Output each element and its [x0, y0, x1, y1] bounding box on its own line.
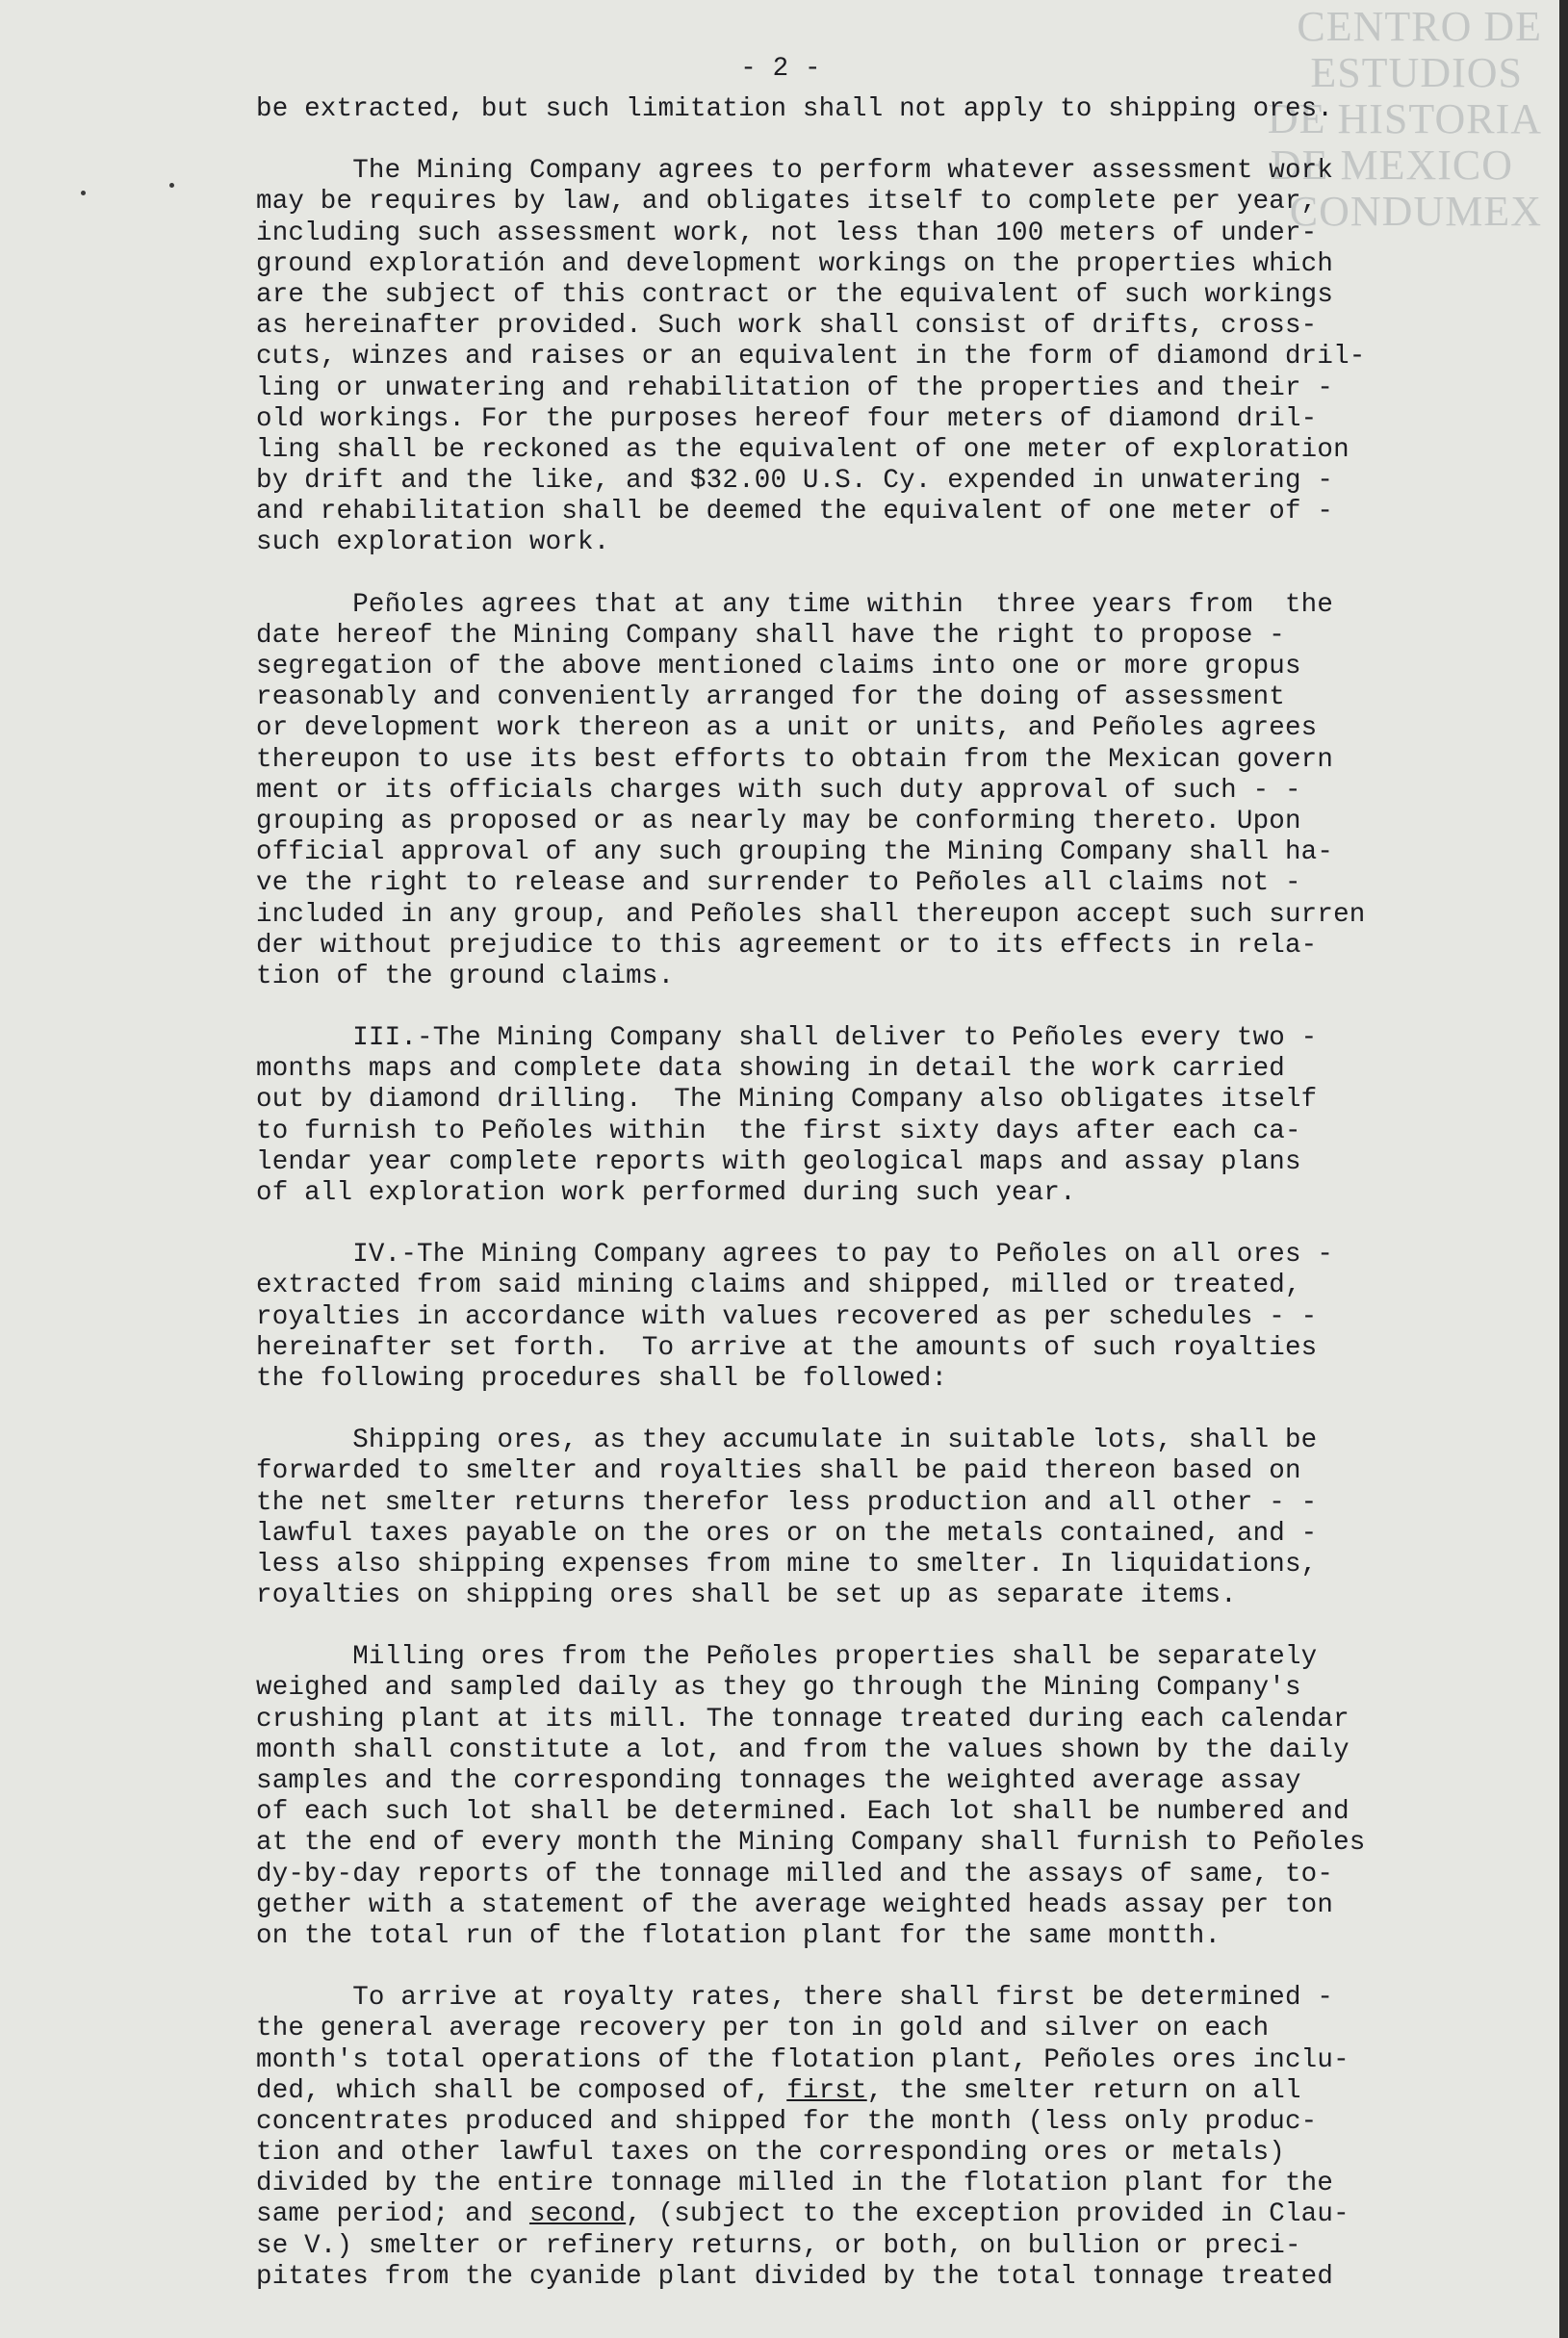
- text-line: of all exploration work performed during such year.: [256, 1178, 1076, 1208]
- text-line: month shall constitute a lot, and from the values shown by the daily: [256, 1734, 1350, 1765]
- text-line: lendar year complete reports with geological maps and assay plans: [256, 1146, 1301, 1177]
- text-line: the net smelter returns therefor less production and all other - -: [256, 1487, 1318, 1518]
- text-line: forwarded to smelter and royalties shall be paid thereon based on: [256, 1456, 1301, 1487]
- text-line: tion of the ground claims.: [256, 961, 675, 991]
- paragraph-gap: [256, 1395, 1527, 1426]
- text-line: the following procedures shall be followed:: [256, 1363, 948, 1394]
- paragraph-gap: [256, 992, 1527, 1023]
- text-line: pitates from the cyanide plant divided by the total tonnage treated: [256, 2261, 1334, 2292]
- text-line: gether with a statement of the average weighted heads assay per ton: [256, 1889, 1334, 1920]
- text-line: reasonably and conveniently arranged for the doing of assessment: [256, 682, 1285, 713]
- text-line: date hereof the Mining Company shall have the right to propose -: [256, 620, 1285, 651]
- text-line: To arrive at royalty rates, there shall first be determined -: [256, 1983, 1334, 2014]
- text-line: out by diamond drilling. The Mining Company also obligates itself: [256, 1085, 1318, 1116]
- text-line: se V.) smelter or refinery returns, or both, on bullion or preci-: [256, 2230, 1301, 2261]
- text-line: ling shall be reckoned as the equivalent of one meter of exploration: [256, 434, 1350, 465]
- text-line: tion and other lawful taxes on the corresponding ores or metals): [256, 2138, 1285, 2169]
- paragraph: [256, 590, 1527, 992]
- text-line: such exploration work.: [256, 527, 610, 558]
- paragraph-gap: [256, 559, 1527, 590]
- text-line: ling or unwatering and rehabilitation of the properties and their -: [256, 373, 1334, 403]
- text-line: or development work thereon as a unit or units, and Peñoles agrees: [256, 713, 1318, 744]
- text-line: Milling ores from the Peñoles properties shall be separately: [256, 1642, 1318, 1673]
- text-line: official approval of any such grouping the Mining Company shall ha-: [256, 837, 1334, 868]
- text-line: as hereinafter provided. Such work shall consist of drifts, cross-: [256, 311, 1318, 342]
- text-line: same period; and second, (subject to the exception provided in Clau-: [256, 2199, 1350, 2230]
- text-line: the general average recovery per ton in gold and silver on each: [256, 2014, 1270, 2044]
- text-line: included in any group, and Peñoles shall thereupon accept such surren: [256, 899, 1366, 930]
- text-line: ment or its officials charges with such duty approval of such - -: [256, 775, 1301, 806]
- paragraph: [256, 1983, 1527, 2293]
- margin-mark-dot: [81, 191, 86, 195]
- document-body: [256, 54, 1527, 2293]
- text-line: weighed and sampled daily as they go through the Mining Company's: [256, 1673, 1301, 1704]
- scan-edge: [1559, 0, 1568, 2338]
- paragraph: [256, 156, 1527, 558]
- paragraph: [256, 94, 1527, 125]
- page-number: - 2 -: [740, 54, 821, 84]
- text-line: thereupon to use its best efforts to obtain from the Mexican govern: [256, 744, 1334, 775]
- paragraph-gap: [256, 1952, 1527, 1983]
- text-line: on the total run of the flotation plant for the same montth.: [256, 1920, 1221, 1951]
- text-line: The Mining Company agrees to perform whatever assessment work: [256, 156, 1334, 187]
- text-line: ded, which shall be composed of, first, the smelter return on all: [256, 2075, 1301, 2106]
- text-line: divided by the entire tonnage milled in the flotation plant for the: [256, 2169, 1334, 2199]
- text-line: grouping as proposed or as nearly may be conforming thereto. Upon: [256, 806, 1301, 836]
- text-line: lawful taxes payable on the ores or on the metals contained, and -: [256, 1518, 1318, 1549]
- text-line: hereinafter set forth. To arrive at the amounts of such royalties: [256, 1332, 1318, 1363]
- text-line: royalties in accordance with values recovered as per schedules - -: [256, 1301, 1318, 1332]
- paragraph-gap: [256, 1209, 1527, 1240]
- margin-mark-dot: [169, 183, 174, 188]
- text-line: IV.-The Mining Company agrees to pay to Peñoles on all ores -: [256, 1240, 1334, 1271]
- paragraph: [256, 1642, 1527, 1952]
- watermark-line: CONDUMEX: [1289, 188, 1542, 235]
- text-line: by drift and the like, and $32.00 U.S. Cy. expended in unwatering -: [256, 466, 1334, 497]
- watermark-line: DE HISTORIA: [1267, 95, 1542, 142]
- watermark-line: CENTRO DE: [1297, 3, 1542, 50]
- text-line: III.-The Mining Company shall deliver to Peñoles every two -: [256, 1023, 1318, 1054]
- text-line: ground exploratión and development workings on the properties which: [256, 248, 1334, 279]
- paragraph-list: [256, 94, 1527, 2293]
- text-line: cuts, winzes and raises or an equivalent in the form of diamond dril-: [256, 342, 1366, 373]
- text-line: segregation of the above mentioned claims into one or more gropus: [256, 652, 1301, 681]
- watermark-line: ESTUDIOS: [1310, 49, 1523, 96]
- text-line: royalties on shipping ores shall be set up as separate items.: [256, 1580, 1237, 1611]
- text-line: month's total operations of the flotation plant, Peñoles ores inclu-: [256, 2044, 1350, 2075]
- text-line: be extracted, but such limitation shall not apply to shipping ores.: [256, 94, 1334, 124]
- text-line: at the end of every month the Mining Company shall furnish to Peñoles: [256, 1828, 1366, 1859]
- watermark-line: DE MEXICO: [1270, 141, 1513, 189]
- text-line: less also shipping expenses from mine to smelter. In liquidations,: [256, 1549, 1318, 1580]
- text-line: extracted from said mining claims and shipped, milled or treated,: [256, 1271, 1301, 1301]
- paragraph: [256, 1240, 1527, 1395]
- text-line: are the subject of this contract or the equivalent of such workings: [256, 279, 1334, 310]
- text-line: dy-by-day reports of the tonnage milled and the assays of same, to-: [256, 1859, 1334, 1889]
- text-line: to furnish to Peñoles within the first sixty days after each ca-: [256, 1116, 1301, 1146]
- text-line: old workings. For the purposes hereof four meters of diamond dril-: [256, 403, 1318, 434]
- text-line: of each such lot shall be determined. Each lot shall be numbered and: [256, 1797, 1350, 1828]
- text-line: der without prejudice to this agreement or to its effects in rela-: [256, 930, 1318, 961]
- text-line: samples and the corresponding tonnages the weighted average assay: [256, 1766, 1301, 1796]
- text-line: including such assessment work, not less than 100 meters of under-: [256, 218, 1318, 248]
- paragraph-gap: [256, 1611, 1527, 1642]
- text-line: Shipping ores, as they accumulate in suitable lots, shall be: [256, 1426, 1318, 1456]
- text-line: concentrates produced and shipped for the month (less only produc-: [256, 2106, 1318, 2137]
- text-line: ve the right to release and surrender to Peñoles all claims not -: [256, 868, 1301, 899]
- paragraph-gap: [256, 125, 1527, 156]
- text-line: crushing plant at its mill. The tonnage treated during each calendar: [256, 1704, 1350, 1734]
- text-line: may be requires by law, and obligates itself to complete per year,: [256, 187, 1318, 218]
- paragraph: [256, 1426, 1527, 1611]
- text-line: Peñoles agrees that at any time within three years from the: [256, 589, 1334, 620]
- text-line: and rehabilitation shall be deemed the equivalent of one meter of -: [256, 497, 1334, 527]
- paragraph: [256, 1023, 1527, 1209]
- text-line: months maps and complete data showing in detail the work carried: [256, 1054, 1285, 1085]
